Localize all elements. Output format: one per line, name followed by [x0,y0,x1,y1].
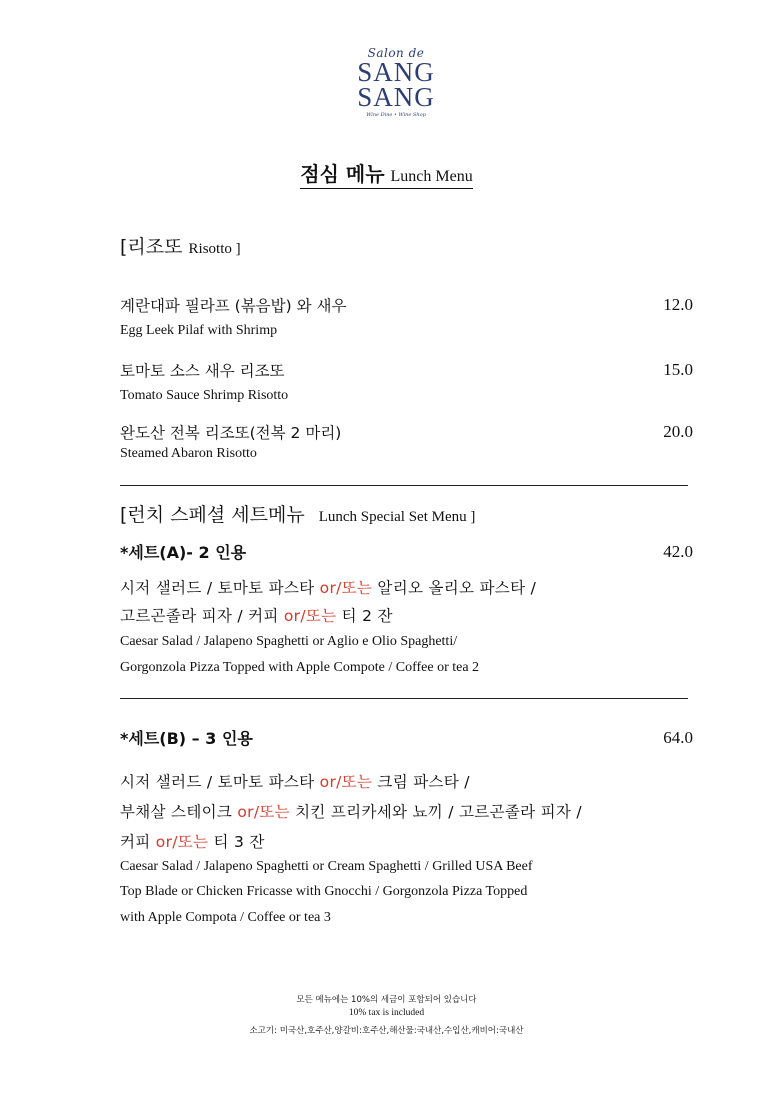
special-header [120,500,475,527]
title-en: Lunch Menu [390,168,473,185]
risotto-item-3-en: Steamed Abaron Risotto [120,446,257,461]
risotto-header [120,232,241,259]
logo-line-2: SANG [357,82,435,112]
footer-tax-kr: 모든 메뉴에는 10%의 세금이 포함되어 있습니다 [296,995,477,1005]
set-b-kr3-or: or/또는 [155,833,209,851]
title-kr: 점심 메뉴 [300,162,385,186]
logo-script: Salon de [367,46,425,60]
special-header-en: Lunch Special Set Menu ] [318,509,476,525]
footer-tax-en: 10% tax is included [348,1008,425,1018]
set-b-kr1-text: 시저 샐러드 / 토마토 파스타 [120,773,320,791]
risotto-header-en: Risotto ] [188,241,241,257]
risotto-item-1-kr: 계란대파 필라프 (볶음밥) 와 새우 [120,297,347,315]
set-b-kr3-text: 커피 [120,833,156,851]
set-a-en-line-2: Gorgonzola Pizza Topped with Apple Compote / Coffee or tea 2 [120,660,480,675]
set-b-kr-line-3 [120,830,265,852]
risotto-header-kr: [리조또 [120,236,183,258]
risotto-item-2-en: Tomato Sauce Shrimp Risotto [120,388,289,403]
risotto-item-1-price: 12.0 [663,295,693,314]
set-a-kr2-or: or/또는 [283,607,337,625]
set-a-kr2-text: 고르곤졸라 피자 / 커피 [120,607,284,625]
logo-line-1: SANG [357,57,435,87]
set-b-kr3-text-2: 티 3 잔 [208,833,265,851]
set-b-kr1-or: or/또는 [319,773,373,791]
set-a-kr1-or: or/또는 [319,579,373,597]
set-b-en-line-3: with Apple Compota / Coffee or tea 3 [120,910,331,925]
risotto-item-2-price: 15.0 [663,360,693,379]
divider-2 [120,698,688,699]
set-a-en-line-1: Caesar Salad / Jalapeno Spaghetti or Aglio e Olio Spaghetti/ [120,634,458,649]
set-a-title: *세트(A)- 2 인용 [120,543,247,562]
set-a-kr2-text-2: 티 2 잔 [336,607,393,625]
set-b-kr-line-2 [120,800,582,822]
set-b-en-line-1: Caesar Salad / Jalapeno Spaghetti or Cream Spaghetti / Grilled USA Beef [120,859,533,874]
special-header-kr: [런치 스페셜 세트메뉴 [120,504,305,526]
set-b-en-line-2: Top Blade or Chicken Fricasse with Gnocchi / Gorgonzola Pizza Topped [120,884,528,899]
set-a-kr-line-2 [120,604,393,626]
logo [336,46,456,119]
divider-1 [120,485,688,486]
set-b-kr2-text: 부채살 스테이크 [120,803,238,821]
footer-origin: 소고기: 미국산,호주산,양갈비:호주산,해산물:국내산,수입산,캐비어:국내산 [249,1026,524,1036]
set-b-price: 64.0 [663,728,693,747]
set-b-kr-line-1 [120,770,470,792]
risotto-item-1-en: Egg Leek Pilaf with Shrimp [120,323,278,338]
set-b-kr2-text-2: 치킨 프리카세와 뇨끼 / 고르곤졸라 피자 / [289,803,582,821]
risotto-item-3-price: 20.0 [663,422,693,441]
set-b-kr1-text-2: 크림 파스타 / [372,773,470,791]
risotto-item-2-kr: 토마토 소스 새우 리조또 [120,362,285,380]
set-a-kr1-text: 시저 샐러드 / 토마토 파스타 [120,579,320,597]
set-a-price: 42.0 [663,542,693,561]
set-b-kr2-or: or/또는 [237,803,290,821]
set-a-kr1-text-2: 알리오 올리오 파스타 / [372,579,537,597]
risotto-item-3-kr: 완도산 전복 리조또(전복 2 마리) [120,424,342,442]
set-b-title: *세트(B) – 3 인용 [120,729,253,748]
logo-subtitle: Wine Dine • Wine Shop [366,112,426,118]
page-title [0,158,773,189]
set-a-kr-line-1 [120,576,536,598]
